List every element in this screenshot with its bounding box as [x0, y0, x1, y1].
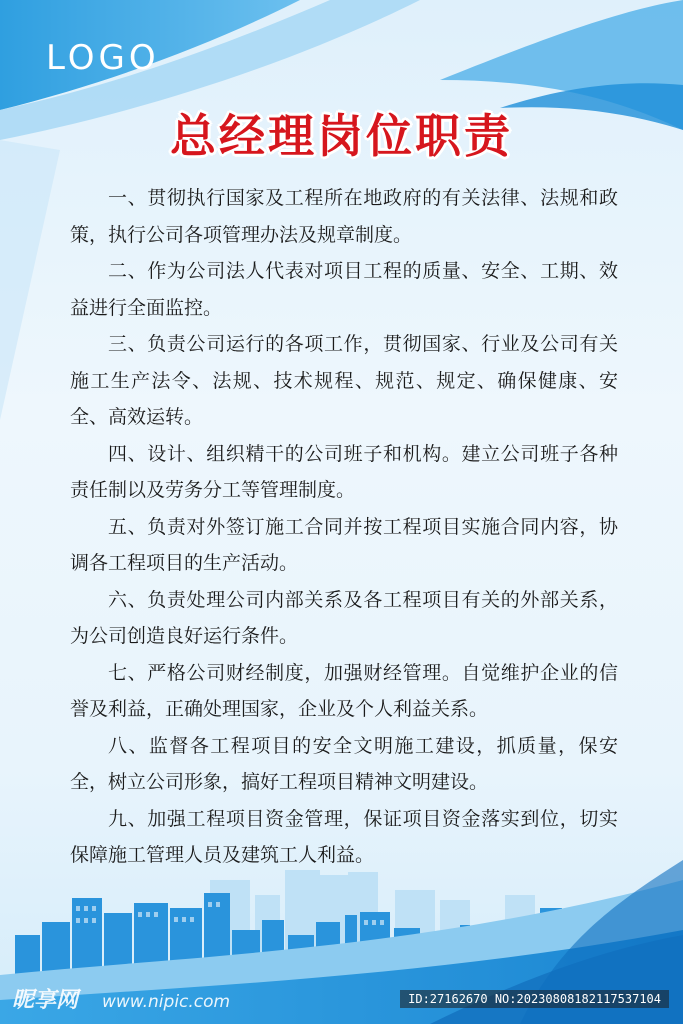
page-title: 总经理岗位职责	[170, 109, 513, 163]
duty-item-7: 七、严格公司财经制度，加强财经管理。自觉维护企业的信誉及利益，正确处理国家，企业及个人利益关系。	[70, 661, 618, 720]
duty-item-2: 二、作为公司法人代表对项目工程的质量、安全、工期、效益进行全面监控。	[70, 260, 618, 319]
logo-text: LOGO	[46, 38, 160, 78]
duty-item-6: 六、负责处理公司内部关系及各工程项目有关的外部关系，为公司创造良好运行条件。	[70, 588, 618, 647]
duties-list	[70, 180, 618, 874]
watermark-site-logo: 昵享网	[12, 988, 79, 1013]
duty-item-1: 一、贯彻执行国家及工程所在地政府的有关法律、法规和政策，执行公司各项管理办法及规章制度。	[70, 187, 618, 246]
watermark-id-bar: ID:27162670 NO:20230808182117537104	[400, 990, 669, 1008]
duty-item-4: 四、设计、组织精干的公司班子和机构。建立公司班子各种责任制以及劳务分工等管理制度。	[70, 442, 618, 501]
duty-item-8: 八、监督各工程项目的安全文明施工建设，抓质量，保安全，树立公司形象，搞好工程项目精神文明建设。	[70, 734, 618, 793]
duty-item-3: 三、负责公司运行的各项工作，贯彻国家、行业及公司有关施工生产法令、法规、技术规程、规范、规定、确保健康、安全、高效运转。	[70, 333, 618, 428]
duty-item-9: 九、加强工程项目资金管理，保证项目资金落实到位，切实保障施工管理人员及建筑工人利益。	[70, 807, 618, 866]
duty-item-5: 五、负责对外签订施工合同并按工程项目实施合同内容，协调各工程项目的生产活动。	[70, 515, 618, 574]
watermark-site-url: www.nipic.com	[102, 992, 231, 1012]
